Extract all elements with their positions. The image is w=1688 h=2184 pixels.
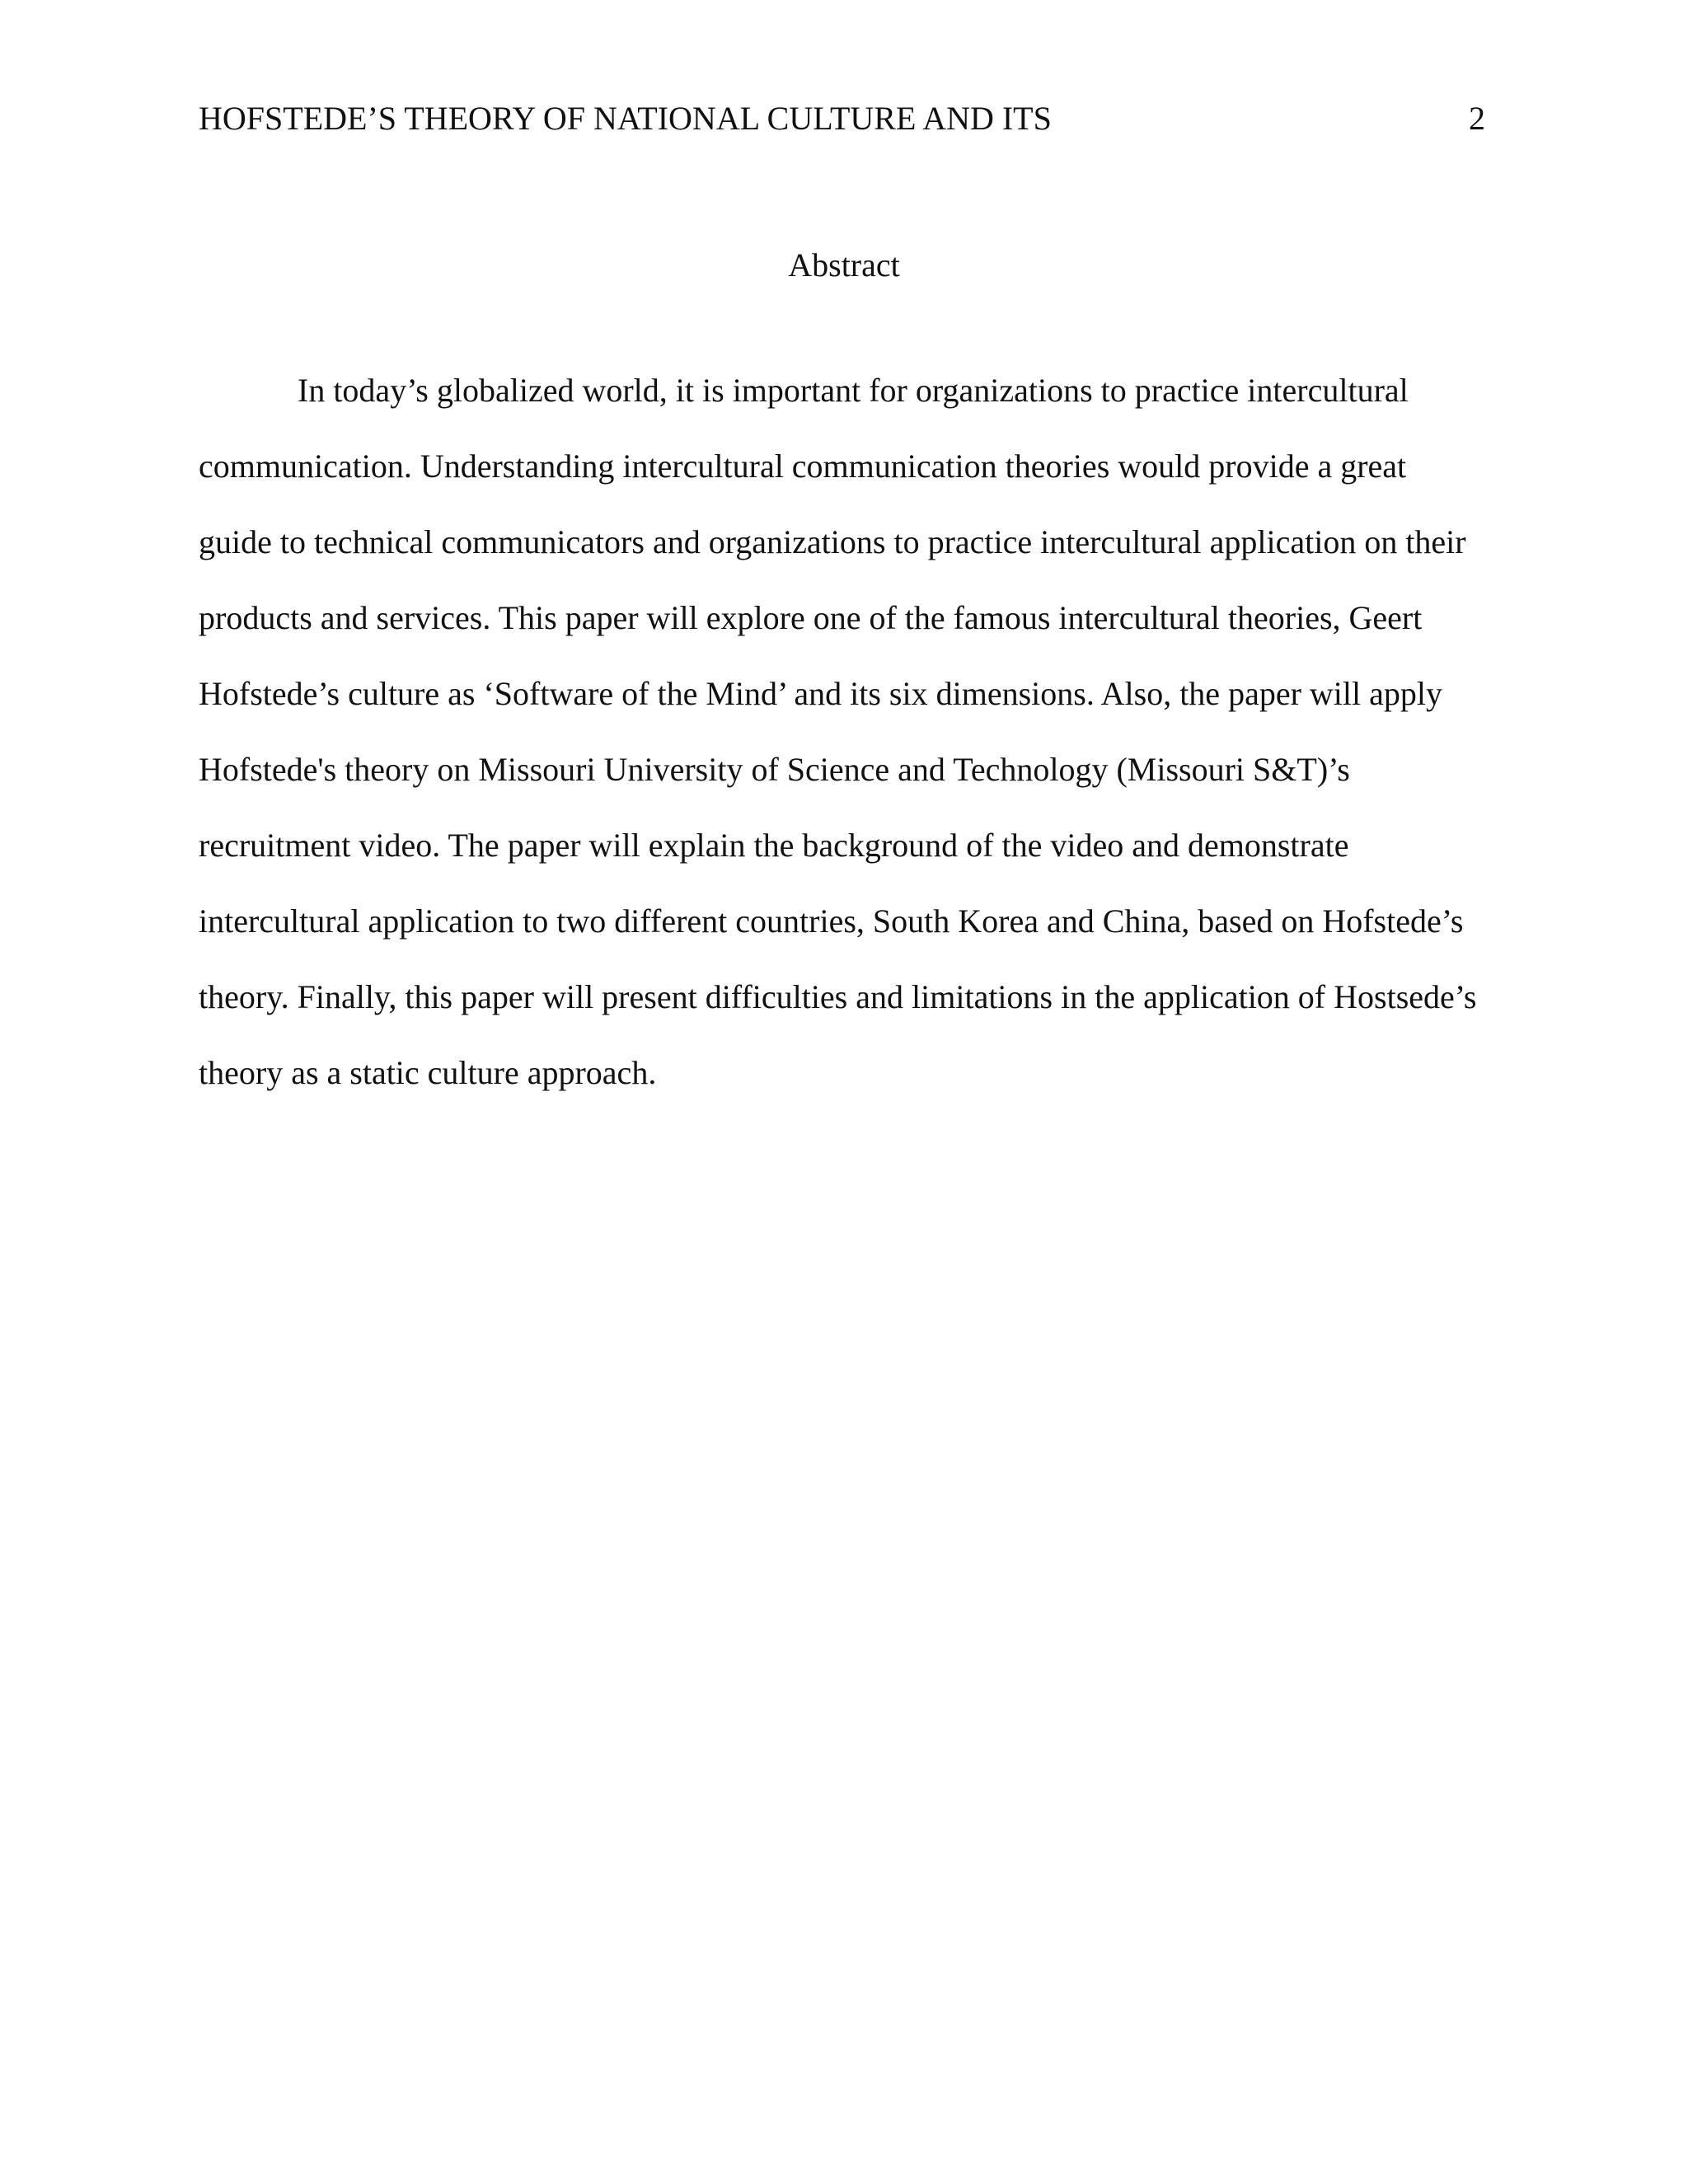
abstract-paragraph: In today’s globalized world, it is important for organizations to practice intercultural communication. Understanding intercultural communication theories would provide a great guide to technical communicators and organizations to practice intercultural application on their products and services. This paper will explore one of the famous intercultural theories, Geert Hofstede’s culture as ‘Software of the Mind’ and its six dimensions. Also, the paper will apply Hofstede's theory on Missouri University of Science and Technology (Missouri S&T)’s recruitment video. The paper will explain the background of the video and demonstrate intercultural application to two different countries, South Korea and China, based on Hofstede’s theory. Finally, this paper will present difficulties and limitations in the application of Hostsede’s theory as a static culture approach. bbox=[199, 372, 1477, 1091]
page-number: 2 bbox=[1469, 100, 1485, 137]
running-head bbox=[199, 97, 1485, 147]
abstract-heading: Abstract bbox=[788, 246, 900, 284]
running-head-title: HOFSTEDE’S THEORY OF NATIONAL CULTURE AND ITS bbox=[199, 100, 1052, 137]
